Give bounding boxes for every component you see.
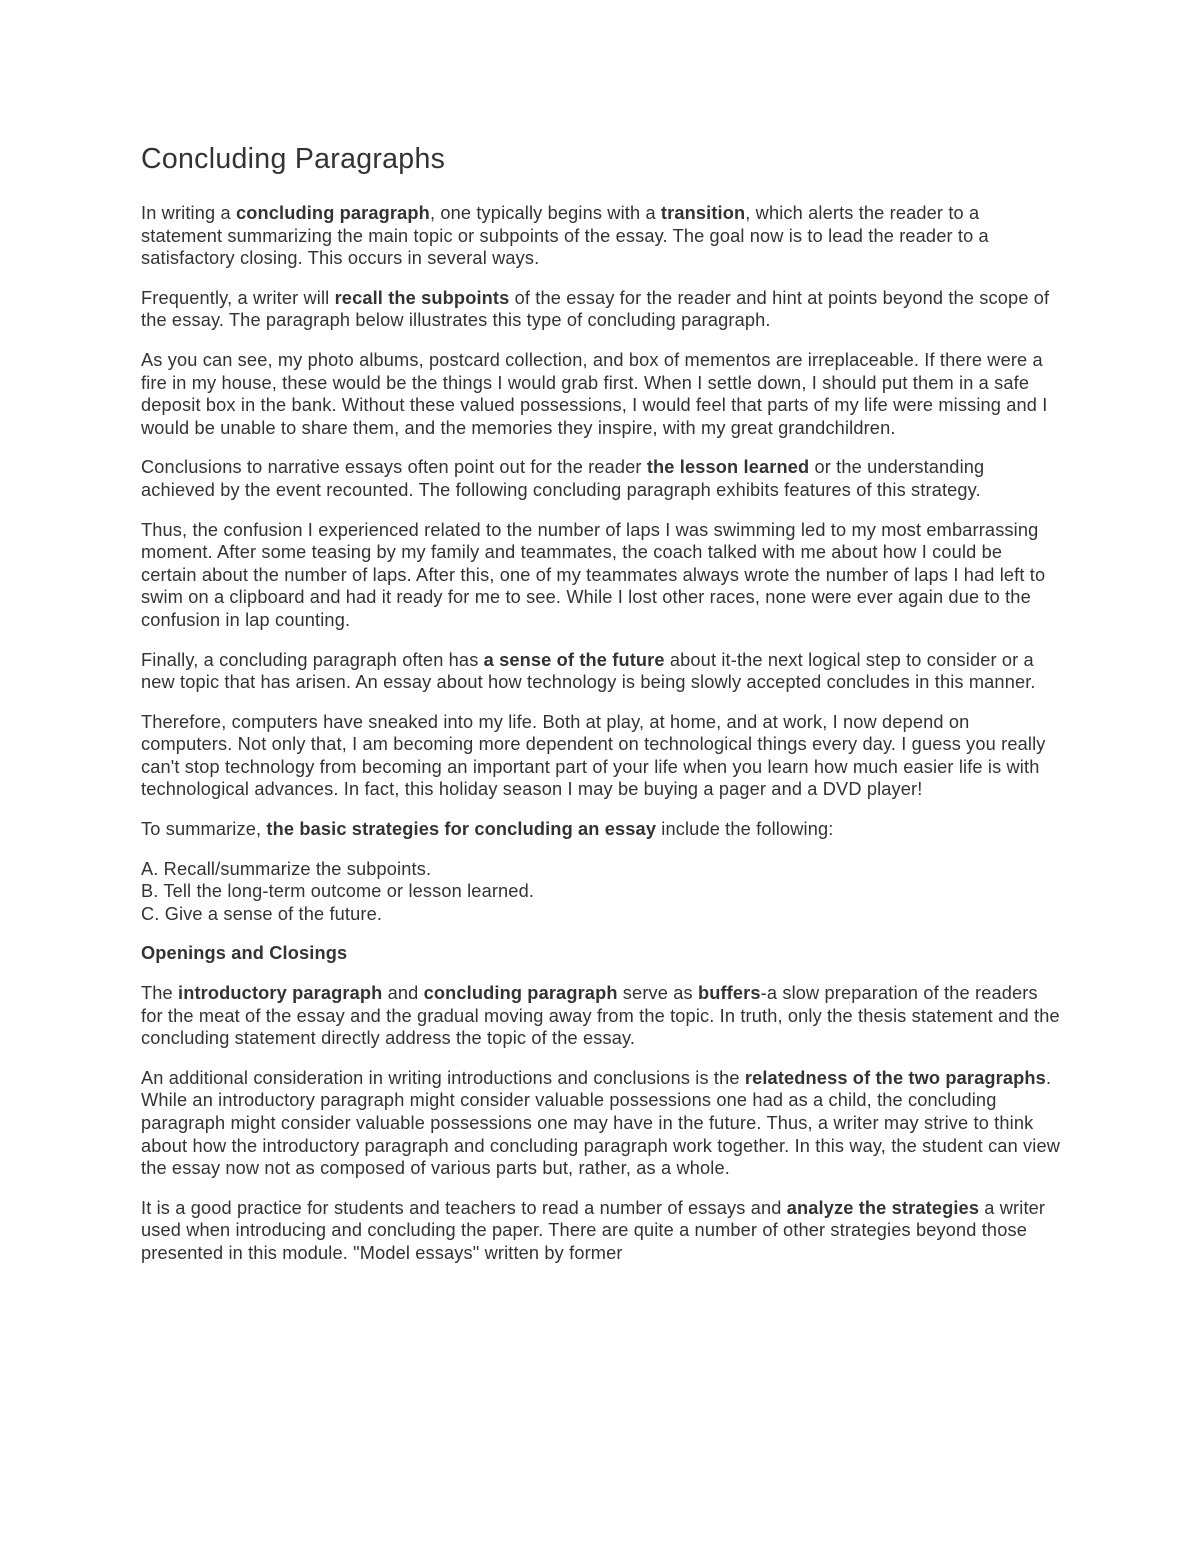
text-run: Conclusions to narrative essays often point out for the reader bbox=[141, 457, 647, 478]
paragraph-relatedness bbox=[141, 1067, 1061, 1180]
page-title: Concluding Paragraphs bbox=[141, 143, 446, 175]
text-run: about it-the next logical step to consider or a new topic that has arisen. An essay about how technology is being slowly accepted concludes in this manner. bbox=[141, 649, 1036, 693]
paragraph-lesson-learned bbox=[141, 456, 1061, 501]
paragraph-summary bbox=[141, 818, 1061, 841]
bold-term: a sense of the future bbox=[483, 649, 665, 670]
text-run: , one typically begins with a bbox=[429, 203, 661, 223]
example-paragraph-photo-albums: As you can see, my photo albums, postcard collection, and box of mementos are irreplaceable. If there were a fire in my house, these would be the things I would grab first. When I settle down, I should put them in a safe deposit box in the bank. Without these valued possessions, I would feel that parts of my life were missing and I would be unable to share them, and the memories they inspire, with my great grandchildren. bbox=[141, 349, 1048, 438]
example-paragraph-swimming: Thus, the confusion I experienced related to the number of laps I was swimming led to my most embarrassing moment. After some teasing by my family and teammates, the coach talked with me about how I could be certain about the number of laps. After this, one of my teammates always wrote the number of laps I had left to swim on a clipboard and had it ready for me to see. While I lost other races, none were ever again due to the confusion in lap counting. bbox=[141, 519, 1046, 630]
text-run: and bbox=[382, 983, 424, 1004]
section-heading: Openings and Closings bbox=[141, 943, 348, 964]
example-paragraph-computers: Therefore, computers have sneaked into my life. Both at play, at home, and at work, I now depend on computers. Not only that, I am becoming more dependent on technological things every day. I guess you really can't stop technology from becoming an important part of your life when you learn how much easier life is with technological advances. In fact, this holiday season I may be buying a pager and a DVD player! bbox=[141, 711, 1046, 800]
paragraph-sense-of-future bbox=[141, 649, 1061, 694]
strategies-list bbox=[141, 858, 1061, 926]
document-page bbox=[141, 140, 1061, 1282]
text-run: To summarize, bbox=[141, 819, 267, 840]
paragraph-intro bbox=[141, 202, 1061, 270]
text-run: An additional consideration in writing introductions and conclusions is the bbox=[141, 1067, 745, 1088]
list-item: B. Tell the long-term outcome or lesson learned. bbox=[141, 881, 535, 902]
text-run: The bbox=[141, 983, 178, 1004]
paragraph-analyze-strategies bbox=[141, 1197, 1061, 1265]
list-item: A. Recall/summarize the subpoints. bbox=[141, 858, 432, 879]
bold-term: recall the subpoints bbox=[334, 287, 510, 308]
paragraph-recall-subpoints bbox=[141, 287, 1061, 332]
bold-term: analyze the strategies bbox=[786, 1197, 980, 1218]
text-run: serve as bbox=[617, 983, 698, 1004]
text-run: In writing a bbox=[141, 203, 236, 223]
text-run: , which alerts the reader to a statement summarizing the main topic or subpoints of the essay. The goal now is to lead the reader to a satisfactory closing. This occurs in several ways. bbox=[141, 203, 989, 269]
bold-term: introductory paragraph bbox=[178, 983, 383, 1004]
text-run: or the understanding achieved by the event recounted. The following concluding paragraph exhibits features of this strategy. bbox=[141, 457, 985, 500]
text-run: -a slow preparation of the readers for the meat of the essay and the gradual moving away from the topic. In truth, only the thesis statement and the concluding statement directly address the topic of the essay. bbox=[141, 983, 1060, 1049]
text-run: include the following: bbox=[656, 819, 834, 840]
text-run: . While an introductory paragraph might consider valuable possessions one had as a child, the concluding paragraph might consider valuable possessions one may have in the future. Thus, a writer may strive to think about how the introductory paragraph and concluding paragraph work together. In this way, the student can view the essay now not as composed of various parts but, rather, as a whole. bbox=[141, 1067, 1061, 1179]
bold-term: concluding paragraph bbox=[235, 203, 430, 223]
text-run: Finally, a concluding paragraph often has bbox=[141, 649, 484, 670]
bold-term: the basic strategies for concluding an essay bbox=[266, 819, 657, 840]
bold-term: concluding paragraph bbox=[423, 983, 618, 1004]
text-run: Frequently, a writer will bbox=[141, 287, 335, 308]
text-run: It is a good practice for students and teachers to read a number of essays and bbox=[141, 1197, 787, 1218]
bold-term: relatedness of the two paragraphs bbox=[744, 1067, 1046, 1088]
text-run: of the essay for the reader and hint at points beyond the scope of the essay. The paragraph below illustrates this type of concluding paragraph. bbox=[141, 287, 1050, 331]
list-item: C. Give a sense of the future. bbox=[141, 903, 383, 924]
bold-term: the lesson learned bbox=[646, 457, 810, 478]
bold-term: transition bbox=[660, 203, 746, 223]
bold-term: buffers bbox=[697, 983, 761, 1004]
text-run: a writer used when introducing and concluding the paper. There are quite a number of other strategies beyond those presented in this module. "Model essays" written by former bbox=[141, 1197, 1046, 1263]
paragraph-buffers bbox=[141, 982, 1061, 1050]
